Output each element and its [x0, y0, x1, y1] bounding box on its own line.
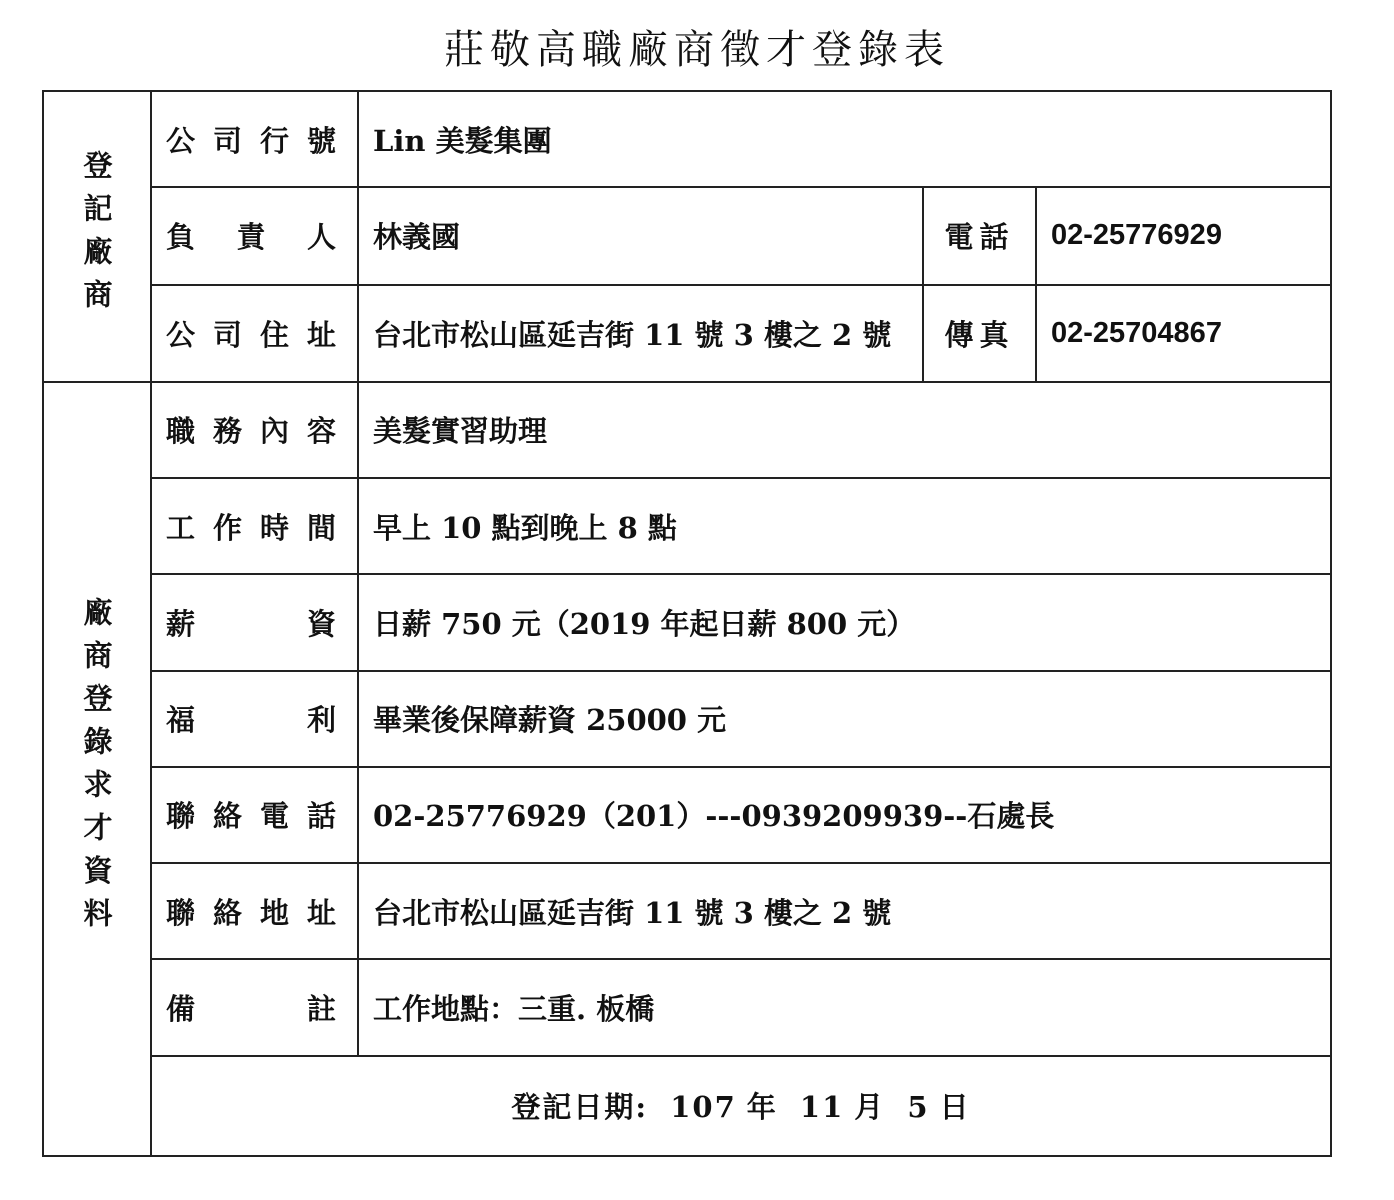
- date-month-unit: 月: [854, 1090, 886, 1125]
- row-company-name: [43, 91, 1331, 187]
- section-label-recruit: 廠商登錄求才資料: [43, 382, 151, 1156]
- row-job-content: [43, 382, 1331, 478]
- date-day: 5: [907, 1090, 930, 1125]
- row-benefits: [43, 671, 1331, 767]
- value-benefits: 畢業後保障薪資 25000 元: [358, 671, 1331, 767]
- value-phone: 02-25776929: [1036, 187, 1331, 284]
- value-owner: 林義國: [358, 187, 923, 284]
- value-job-content: 美髮實習助理: [358, 382, 1331, 478]
- label-contact-phone: 聯絡電話: [151, 767, 358, 863]
- row-salary: [43, 574, 1331, 670]
- label-phone: 電話: [923, 187, 1036, 284]
- value-remarks: 工作地點：三重. 板橋: [358, 959, 1331, 1055]
- date-year: 107: [670, 1090, 737, 1125]
- label-work-hours: 工作時間: [151, 478, 358, 574]
- value-contact-address: 台北市松山區延吉街 11 號 3 樓之 2 號: [358, 863, 1331, 959]
- value-contact-phone: 02-25776929（201）---0939209939--石處長: [358, 767, 1331, 863]
- row-contact-phone: [43, 767, 1331, 863]
- label-job-content: 職務內容: [151, 382, 358, 478]
- label-remarks: 備註: [151, 959, 358, 1055]
- date-month: 11: [799, 1090, 845, 1125]
- row-registration-date: [43, 1056, 1331, 1156]
- row-work-hours: [43, 478, 1331, 574]
- label-owner: 負責人: [151, 187, 358, 284]
- date-label: 登記日期:: [511, 1090, 649, 1125]
- registration-date: [151, 1056, 1331, 1156]
- date-year-unit: 年: [746, 1090, 778, 1125]
- label-fax: 傳真: [923, 285, 1036, 382]
- date-day-unit: 日: [939, 1090, 971, 1125]
- label-address: 公司住址: [151, 285, 358, 382]
- row-address: [43, 285, 1331, 382]
- form-title: 莊敬高職廠商徵才登錄表: [444, 27, 950, 73]
- label-benefits: 福利: [151, 671, 358, 767]
- label-salary: 薪資: [151, 574, 358, 670]
- row-owner: [43, 187, 1331, 284]
- value-company-name: Lin 美髮集團: [358, 91, 1331, 187]
- section-label-company: 登記廠商: [43, 91, 151, 382]
- value-address: 台北市松山區延吉街 11 號 3 樓之 2 號: [358, 285, 923, 382]
- value-fax: 02-25704867: [1036, 285, 1331, 382]
- row-contact-address: [43, 863, 1331, 959]
- value-salary: 日薪 750 元（2019 年起日薪 800 元）: [358, 574, 1331, 670]
- row-remarks: [43, 959, 1331, 1055]
- label-company-name: 公司行號: [151, 91, 358, 187]
- value-work-hours: 早上 10 點到晚上 8 點: [358, 478, 1331, 574]
- registration-form-table: [42, 90, 1332, 1157]
- label-contact-address: 聯絡地址: [151, 863, 358, 959]
